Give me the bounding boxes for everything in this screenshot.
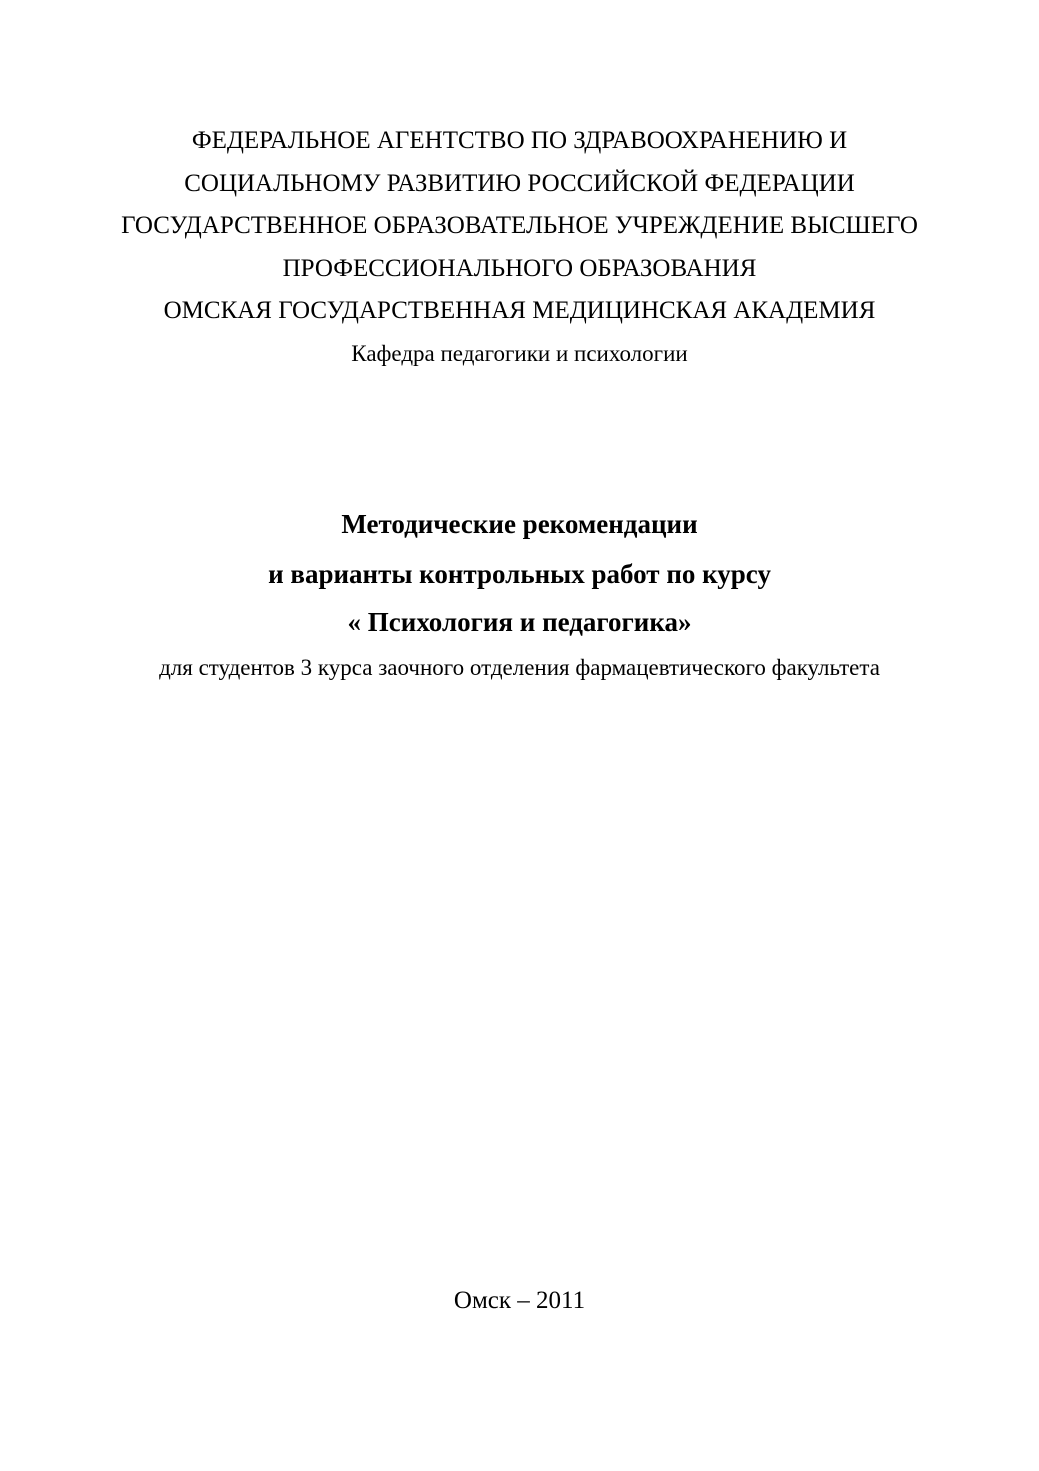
header-line-5: ОМСКАЯ ГОСУДАРСТВЕННАЯ МЕДИЦИНСКАЯ АКАДЕМИЯ bbox=[163, 297, 876, 324]
header-line-2: СОЦИАЛЬНОМУ РАЗВИТИЮ РОССИЙСКОЙ ФЕДЕРАЦИИ bbox=[184, 170, 855, 197]
header-line-1: ФЕДЕРАЛЬНОЕ АГЕНТСТВО ПО ЗДРАВООХРАНЕНИЮ И bbox=[191, 127, 848, 154]
document-subtitle: для студентов 3 курса заочного отделения фармацевтического факультета bbox=[159, 655, 880, 680]
place-and-year: Омск – 2011 bbox=[453, 1287, 586, 1314]
header-line-4: ПРОФЕССИОНАЛЬНОГО ОБРАЗОВАНИЯ bbox=[282, 255, 757, 282]
department-name: Кафедра педагогики и психологии bbox=[351, 341, 688, 366]
header-line-3: ГОСУДАРСТВЕННОЕ ОБРАЗОВАТЕЛЬНОЕ УЧРЕЖДЕНИЕ ВЫСШЕГО bbox=[121, 212, 918, 239]
document-title-line-1: Методические рекомендации bbox=[341, 509, 698, 539]
document-title-line-2: и варианты контрольных работ по курсу bbox=[268, 559, 771, 589]
document-title-line-3: « Психология и педагогика» bbox=[347, 607, 692, 637]
